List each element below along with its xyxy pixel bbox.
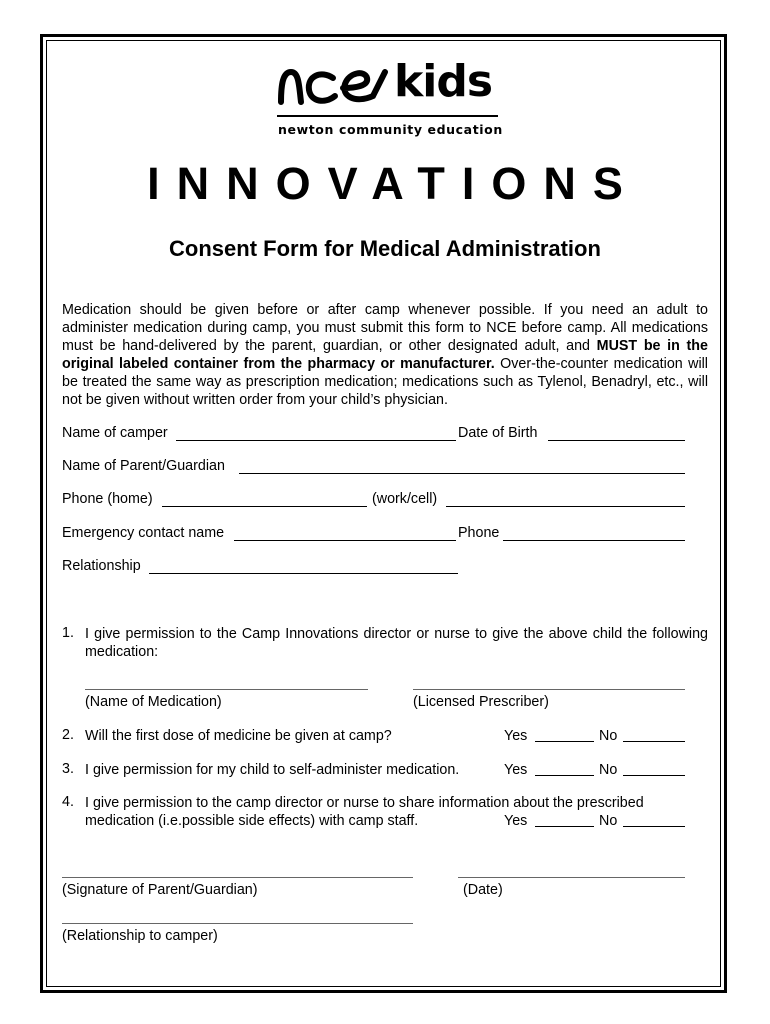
logo-underline [277,115,498,117]
dob-label: Date of Birth [458,425,538,441]
emergency-name-field[interactable] [234,540,456,541]
logo-kids-text: kids [394,56,493,107]
prescriber-field[interactable] [413,689,685,690]
q2-no-label: No [599,728,618,744]
q2-no-field[interactable] [623,741,685,742]
signature-label: (Signature of Parent/Guardian) [62,882,258,898]
q3-yes-field[interactable] [535,775,594,776]
nce-logo-mark [277,62,395,114]
q2-text: Will the first dose of medicine be given at camp? [85,728,392,744]
intro-paragraph [62,301,708,409]
medication-name-label: (Name of Medication) [85,694,222,710]
emergency-name-label: Emergency contact name [62,525,225,541]
nce-kids-logo [277,56,503,140]
q4-no-label: No [599,813,618,829]
emergency-phone-label: Phone [458,525,500,541]
phone-cell-field[interactable] [446,506,685,507]
q4-text-line2: medication (i.e.possible side effects) with camp staff. [85,813,419,829]
parent-row [62,458,708,476]
emergency-row [62,525,708,543]
relationship-to-camper-label: (Relationship to camper) [62,928,218,944]
q3-text: I give permission for my child to self-administer medication. [85,762,460,778]
parent-name-field[interactable] [239,473,685,474]
q4-number: 4. [62,794,74,810]
camper-name-label: Name of camper [62,425,168,441]
q2-yes-field[interactable] [535,741,594,742]
signature-field[interactable] [62,877,413,878]
prescriber-label: (Licensed Prescriber) [413,694,549,710]
intro-bold-text: MUST be in the original labeled container from the pharmacy or manufacturer. [62,338,708,372]
relationship-label: Relationship [62,558,141,574]
q2-yes-label: Yes [504,728,528,744]
q4-no-field[interactable] [623,826,685,827]
date-label: (Date) [463,882,503,898]
dob-field[interactable] [548,440,685,441]
phone-home-field[interactable] [162,506,367,507]
q3-no-label: No [599,762,618,778]
form-subtitle: Consent Form for Medical Administration [169,236,601,261]
q4-text-line1: I give permission to the camp director or nurse to share information about the prescribed [85,795,644,811]
emergency-phone-field[interactable] [503,540,685,541]
relationship-field[interactable] [149,573,458,574]
q4-yes-field[interactable] [535,826,594,827]
q3-number: 3. [62,761,74,777]
medication-name-field[interactable] [85,689,368,690]
phone-home-label: Phone (home) [62,491,153,507]
phone-cell-label: (work/cell) [372,491,438,507]
logo-tagline: newton community education [278,122,503,137]
intro-text-2: Over-the-counter medication will be treated the same way as prescription medication; medications such as Tylenol, Benadryl, etc., will not be given without written order from your child’s physician. [62,356,708,408]
camper-name-field[interactable] [176,440,456,441]
q2-number: 2. [62,727,74,743]
q3-no-field[interactable] [623,775,685,776]
intro-text-1: Medication should be given before or after camp whenever possible. If you need an adult to administer medication during camp, you must submit this form to NCE before camp. All medications must be hand-delivered by the parent, guardian, or other designated adult, and [62,302,708,354]
q1-number: 1. [62,625,74,641]
q4-yes-label: Yes [504,813,528,829]
phone-row [62,491,708,509]
relationship-to-camper-field[interactable] [62,923,413,924]
q3-yes-label: Yes [504,762,528,778]
q1-text: I give permission to the Camp Innovations director or nurse to give the above child the following medication: [85,626,708,660]
page-title: INNOVATIONS [147,158,640,209]
camper-row [62,425,708,443]
date-field[interactable] [458,877,685,878]
relationship-row [62,558,708,576]
parent-name-label: Name of Parent/Guardian [62,458,225,474]
